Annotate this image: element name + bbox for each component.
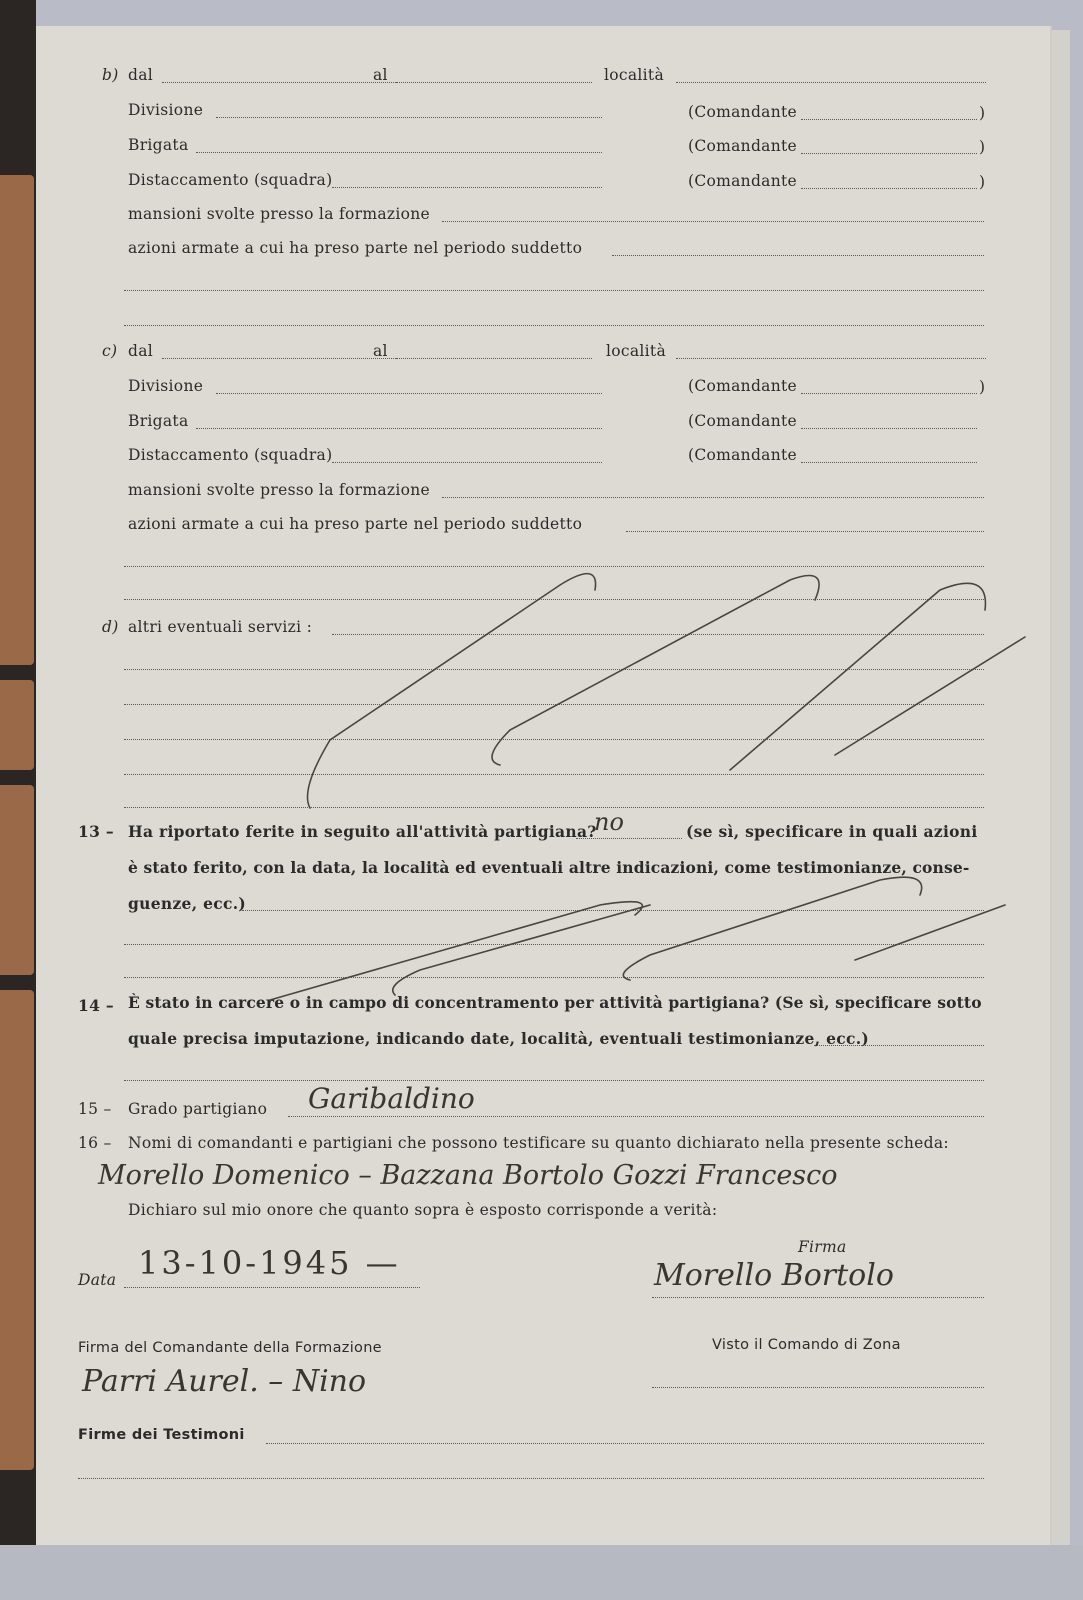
paren-close: ) [979, 378, 986, 396]
question-text: è stato ferito, con la data, la località ed eventuali altre indicazioni, come testimonianze, conse- [128, 858, 970, 877]
distaccamento-label: Distaccamento (squadra) [128, 171, 333, 189]
brigata-label: Brigata [128, 136, 189, 154]
testimoni-names: Morello Domenico – Bazzana Bortolo Gozzi Francesco [98, 1160, 838, 1191]
al-label: al [373, 66, 388, 84]
question-text: quale precisa imputazione, indicando date, località, eventuali testimonianze, ecc.) [128, 1029, 870, 1048]
question-text: guenze, ecc.) [128, 894, 247, 913]
dal-label: dal [128, 342, 154, 360]
strike-mark [730, 583, 985, 770]
comandante-label: (Comandante [688, 412, 798, 430]
strike-mark [270, 902, 642, 1000]
firma-signature: Morello Bortolo [654, 1258, 894, 1293]
comandante-label: (Comandante [688, 103, 798, 121]
question-number: 15 – [78, 1100, 112, 1118]
paren-close: ) [979, 173, 986, 191]
date-value: 13-10-1945 — [138, 1244, 401, 1282]
localita-label: località [606, 342, 666, 360]
question-number: 13 – [78, 822, 114, 841]
azioni-label: azioni armate a cui ha preso parte nel periodo suddetto [128, 515, 583, 533]
firma-label: Firma [798, 1238, 847, 1256]
divisione-label: Divisione [128, 101, 204, 119]
mansioni-label: mansioni svolte presso la formazione [128, 205, 430, 223]
grado-answer: Garibaldino [308, 1082, 475, 1115]
ferite-answer: no [594, 808, 624, 836]
question-text: È stato in carcere o in campo di concentramento per attività partigiana? (Se sì, specificare sotto [128, 993, 982, 1012]
question-text: (se sì, specificare in quali azioni [686, 822, 978, 841]
zona-label: Visto il Comando di Zona [712, 1337, 901, 1353]
question-text: Ha riportato ferite in seguito all'attività partigiana? [128, 822, 597, 841]
strike-mark [623, 877, 921, 980]
section-marker: d) [102, 618, 119, 636]
mansioni-label: mansioni svolte presso la formazione [128, 481, 430, 499]
commander-label: Firma del Comandante della Formazione [78, 1340, 382, 1356]
paren-close: ) [979, 138, 986, 156]
localita-label: località [604, 66, 664, 84]
section-marker: c) [102, 342, 118, 360]
dal-label: dal [128, 66, 154, 84]
strike-mark [393, 905, 650, 995]
grado-label: Grado partigiano [128, 1100, 268, 1118]
testimoni-question: Nomi di comandanti e partigiani che possono testificare su quanto dichiarato nella presente scheda: [128, 1134, 949, 1152]
altri-servizi-label: altri eventuali servizi : [128, 618, 313, 636]
comandante-label: (Comandante [688, 137, 798, 155]
brigata-label: Brigata [128, 412, 189, 430]
distaccamento-label: Distaccamento (squadra) [128, 446, 333, 464]
paren-close: ) [979, 104, 986, 122]
question-number: 14 – [78, 996, 114, 1015]
al-label: al [373, 342, 388, 360]
question-number: 16 – [78, 1134, 112, 1152]
testimoni-label: Firme dei Testimoni [78, 1427, 245, 1443]
comandante-label: (Comandante [688, 377, 798, 395]
comandante-label: (Comandante [688, 446, 798, 464]
comandante-label: (Comandante [688, 172, 798, 190]
section-marker: b) [102, 66, 119, 84]
date-label: Data [78, 1271, 117, 1289]
divisione-label: Divisione [128, 377, 204, 395]
azioni-label: azioni armate a cui ha preso parte nel periodo suddetto [128, 239, 583, 257]
strike-mark [855, 905, 1005, 960]
strike-mark [308, 574, 596, 808]
declaration-text: Dichiaro sul mio onore che quanto sopra è esposto corrisponde a verità: [128, 1201, 718, 1219]
commander-signature: Parri Aurel. – Nino [82, 1364, 367, 1399]
